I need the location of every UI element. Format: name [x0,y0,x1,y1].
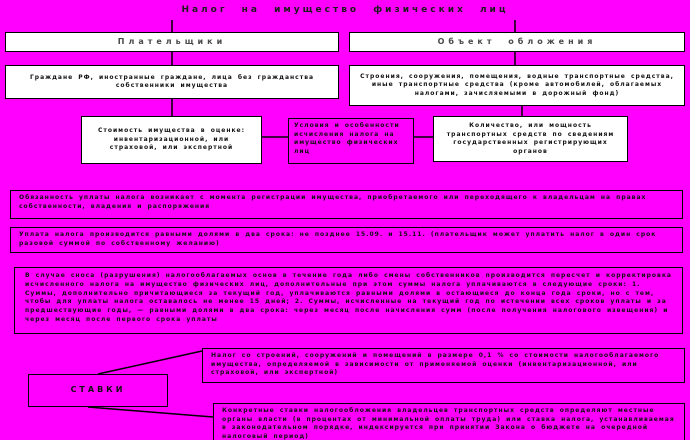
recalculation-note: В случае сноса (разрушения) налогооблагаемых основ в течение года либо смены собственников производится пересчет и корректировка исчисленного налога на имущество физических лиц, дополнительные при этом суммы налога уплачиваются в следующие сроки: 1. Суммы, дополнительно причитающиеся за текущий год, уплачиваются равными долями в остающиеся до конца года сроки, но с тем, чтобы для уплаты налога оставалось не менее 15 дней; 2. Суммы, исчисленные на текущий год по истечении всех сроков уплаты и за предшествующие годы, — равными долями в два срока: через месяц после начисления сумм (после получения налогового извещения) и через месяц после первого срока уплаты [14,267,683,334]
object-box: Строения, сооружения, помещения, водные транспортные средства, иные транспортные средства (кроме автомобилей, облагаемых налогами, зачисляемыми в дорожный фонд) [349,65,685,106]
diagram-title: Налог на имущество физических лиц [181,5,509,15]
payers-box: Граждане РФ, иностранные граждане, лица без гражданства собственники имущества [5,65,339,99]
property-rate-box: Налог со строений, сооружений и помещений в размере 0,1 % со стоимости налогооблагаемого имущества, определяемой в зависимости от применяемой оценки (инвентаризационной, или страховой, или экспертной) [202,348,685,383]
payers-header-box: Плательщики [5,32,339,52]
conditions-box: Условия и особенности исчисления налога на имущество физических лиц [288,118,414,164]
connector-rates-property [98,351,202,374]
rates-box: СТАВКИ [28,374,168,407]
connector-rates-transport [88,407,213,417]
obligation-note: Обязанность уплаты налога возникает с момента регистрации имущества, приобретаемого или переходящего к владельцам на правах собственности, владения и распоряжения [10,190,683,219]
object-header-box: Объект обложения [349,32,685,52]
valuation-box: Стоимость имущества в оценке: инвентаризационной, или страховой, или экспертной [81,116,262,164]
transport-rate-box: Конкретные ставки налогообложения владельцев транспортных средств определяют местные органы власти (в процентах от минимальной оплаты труда) или ставка налога, устанавливаемая в законодательном порядке, индексируется при принятии Закона о бюджете на очередной налоговый период) [213,403,685,440]
quantity-box: Количество, или мощность транспортных средств по сведениям государственных регистрирующих органов [433,116,628,162]
payment-terms-note: Уплата налога производится равными долями в два срока: не позднее 15.09. и 15.11. (плательщик может уплатить налог в один срок разовой суммой по собственному желанию) [10,227,683,253]
